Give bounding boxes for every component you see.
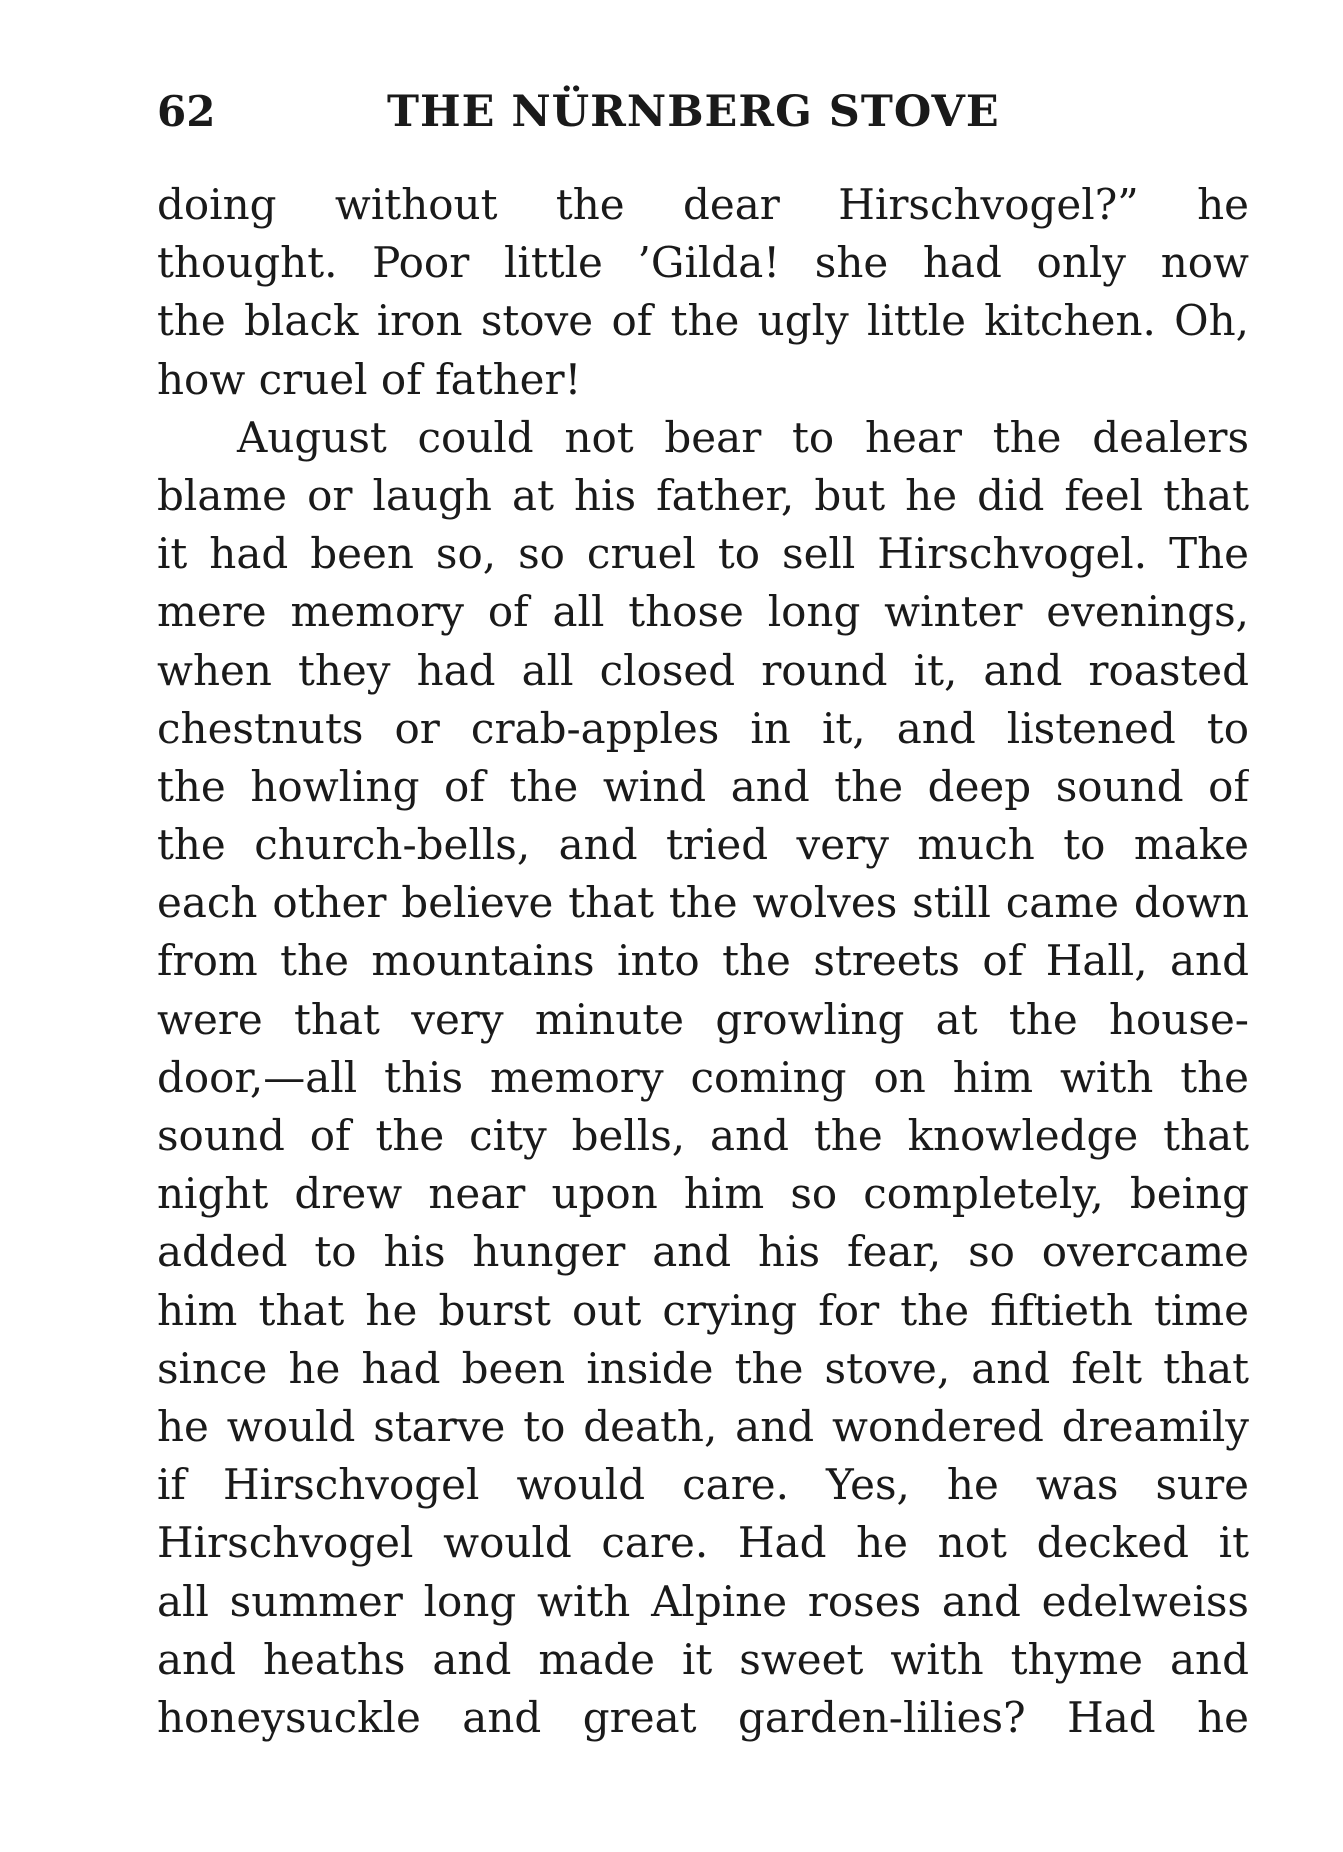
text-line: sound of the city bells, and the knowledge that [157,1111,1249,1160]
text-line: and heaths and made it sweet with thyme and [157,1634,1249,1684]
text-line: since he had been inside the stove, and felt that [157,1343,1249,1393]
text-line: night drew near upon him so completely, being [157,1169,1249,1219]
book-title: THE NÜRNBERG STOVE [387,87,1000,137]
text-line: all summer long with Alpine roses and edelweiss [157,1576,1249,1626]
text-line: doing without the dear Hirschvogel?” he [157,180,1249,229]
text-line: chestnuts or crab-apples in it, and listened to [157,703,1249,753]
page-number: 62 [157,87,216,136]
text-line: Hirschvogel would care. Had he not decked it [157,1518,1249,1568]
text-line: honeysuckle and great garden-lilies? Had he [157,1692,1249,1742]
text-line: door,—all this memory coming on him with the [157,1052,1249,1102]
text-line: the black iron stove of the ugly little kitchen. Oh, [157,296,1249,346]
text-line: were that very minute growling at the house- [157,994,1249,1044]
text-line: blame or laugh at his father, but he did feel that [157,470,1249,520]
text-line: thought. Poor little ’Gilda! she had only now [157,238,1249,288]
text-line: the church-bells, and tried very much to make [157,820,1249,870]
text-line: he would starve to death, and wondered dreamily [157,1401,1249,1451]
text-line: him that he burst out crying for the fiftieth time [157,1285,1249,1335]
text-line: how cruel of father! [157,354,582,404]
running-head [157,82,1257,142]
text-line: mere memory of all those long winter evenings, [157,587,1249,637]
text-line: each other believe that the wolves still came down [157,878,1249,928]
text-line: when they had all closed round it, and roasted [157,645,1249,695]
text-line: from the mountains into the streets of Hall, and [157,936,1249,986]
text-line: it had been so, so cruel to sell Hirschvogel. The [157,529,1249,579]
text-line: the howling of the wind and the deep sound of [157,761,1249,811]
text-line: August could not bear to hear the dealers [237,412,1249,462]
text-line: added to his hunger and his fear, so overcame [157,1227,1249,1277]
body-text [157,176,1249,1747]
text-line: if Hirschvogel would care. Yes, he was sure [157,1460,1249,1510]
